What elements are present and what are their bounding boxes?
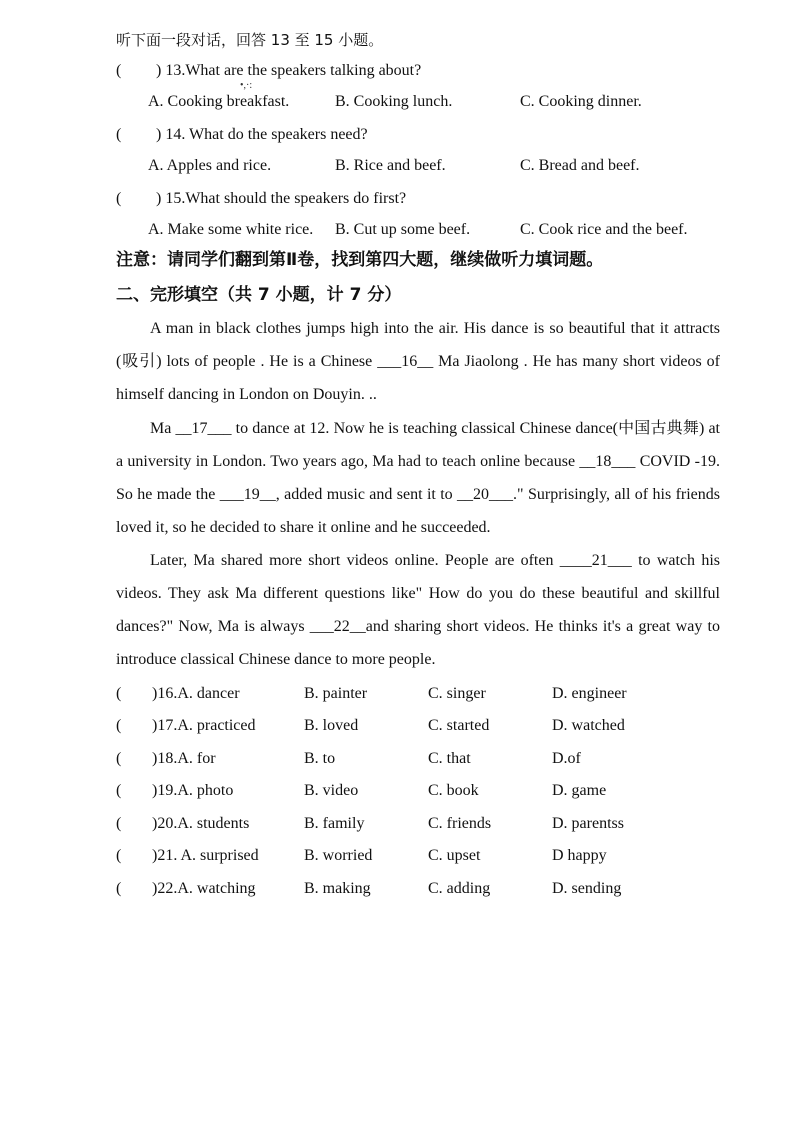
question-close-paren: ) [156,190,162,207]
option-c: C. singer [428,685,486,702]
option-b: B. Rice and beef. [335,157,446,174]
option-c: C. started [428,717,490,734]
option-b: B. to [304,750,336,767]
answer-paren[interactable]: ( [116,62,122,79]
option-a: A. Apples and rice. [148,157,272,174]
option-d: D. parentss [552,815,624,832]
answer-paren[interactable]: ( [116,190,122,207]
question-close-paren: ) [156,126,162,143]
option-c: C. Bread and beef. [520,157,640,174]
question-close-paren: ) [156,62,162,79]
option-b: B. loved [304,717,359,734]
pen-mark: •,·: [240,80,253,91]
option-c: C. Cooking dinner. [520,93,642,110]
answer-paren[interactable]: ( [116,815,122,832]
option-d: D happy [552,847,607,864]
answer-paren[interactable]: ( [116,847,122,864]
passage-paragraph-3: Later, Ma shared more short videos online. People are often ____21___ to watch his videos. They ask Ma different questions like" How do you do these beautiful and skillful dances?" Now, Ma is always ___22__and sharing short videos. He thinks it's a great way to introduce classical Chinese dance to more people. [116,552,720,668]
answer-paren[interactable]: ( [116,717,122,734]
option-c: C. friends [428,815,492,832]
option-b: B. Cut up some beef. [335,221,471,238]
question-14 [116,125,368,145]
passage-paragraph-2: Ma __17___ to dance at 12. Now he is teaching classical Chinese dance(中国古典舞) at a university in London. Two years ago, Ma had to teach online because __18___ COVID -19. So he made the ___19__, added music and sent it to __20___." Surprisingly, all of his friends loved it, so he decided to share it online and he succeeded. [116,420,720,536]
option-b: B. worried [304,847,373,864]
option-a: )19.A. photo [152,782,234,799]
answer-paren[interactable]: ( [116,685,122,702]
option-c: C. Cook rice and the beef. [520,221,688,238]
option-d: D. game [552,782,607,799]
question-stem: 15.What should the speakers do first? [165,190,407,207]
question-stem: 13.What are the speakers talking about? [165,62,422,79]
option-c: C. book [428,782,479,799]
section-title: 二、完形填空（共 7 小题，计 7 分） [116,285,402,305]
listening-instruction: 听下面一段对话，回答 13 至 15 小题。 [116,31,384,49]
option-a: )21. A. surprised [152,847,259,864]
option-b: B. family [304,815,365,832]
option-a: )16.A. dancer [152,685,240,702]
question-13 [116,61,421,81]
answer-paren[interactable]: ( [116,880,122,897]
answer-paren[interactable]: ( [116,750,122,767]
option-a: A. Cooking breakfast. [148,93,290,110]
option-a: )17.A. practiced [152,717,256,734]
option-c: C. that [428,750,471,767]
option-d: D. sending [552,880,622,897]
question-stem: 14. What do the speakers need? [165,126,368,143]
notice-text: 注意：请同学们翻到第Ⅱ卷，找到第四大题，继续做听力填词题。 [116,250,604,270]
option-d: D. watched [552,717,625,734]
option-a: )20.A. students [152,815,250,832]
option-a: A. Make some white rice. [148,221,314,238]
option-a: )18.A. for [152,750,216,767]
passage-paragraph-1: A man in black clothes jumps high into the air. His dance is so beautiful that it attracts (吸引) lots of people . He is a Chinese ___16__ Ma Jiaolong . He has many short videos of himself dancing in London on Douyin. .. [116,320,720,403]
option-c: C. adding [428,880,491,897]
option-d: D.of [552,750,581,767]
answer-paren[interactable]: ( [116,782,122,799]
answer-paren[interactable]: ( [116,126,122,143]
option-c: C. upset [428,847,481,864]
option-b: B. making [304,880,371,897]
option-b: B. video [304,782,359,799]
option-d: D. engineer [552,685,627,702]
question-15 [116,189,406,209]
option-b: B. Cooking lunch. [335,93,453,110]
option-a: )22.A. watching [152,880,256,897]
option-b: B. painter [304,685,368,702]
